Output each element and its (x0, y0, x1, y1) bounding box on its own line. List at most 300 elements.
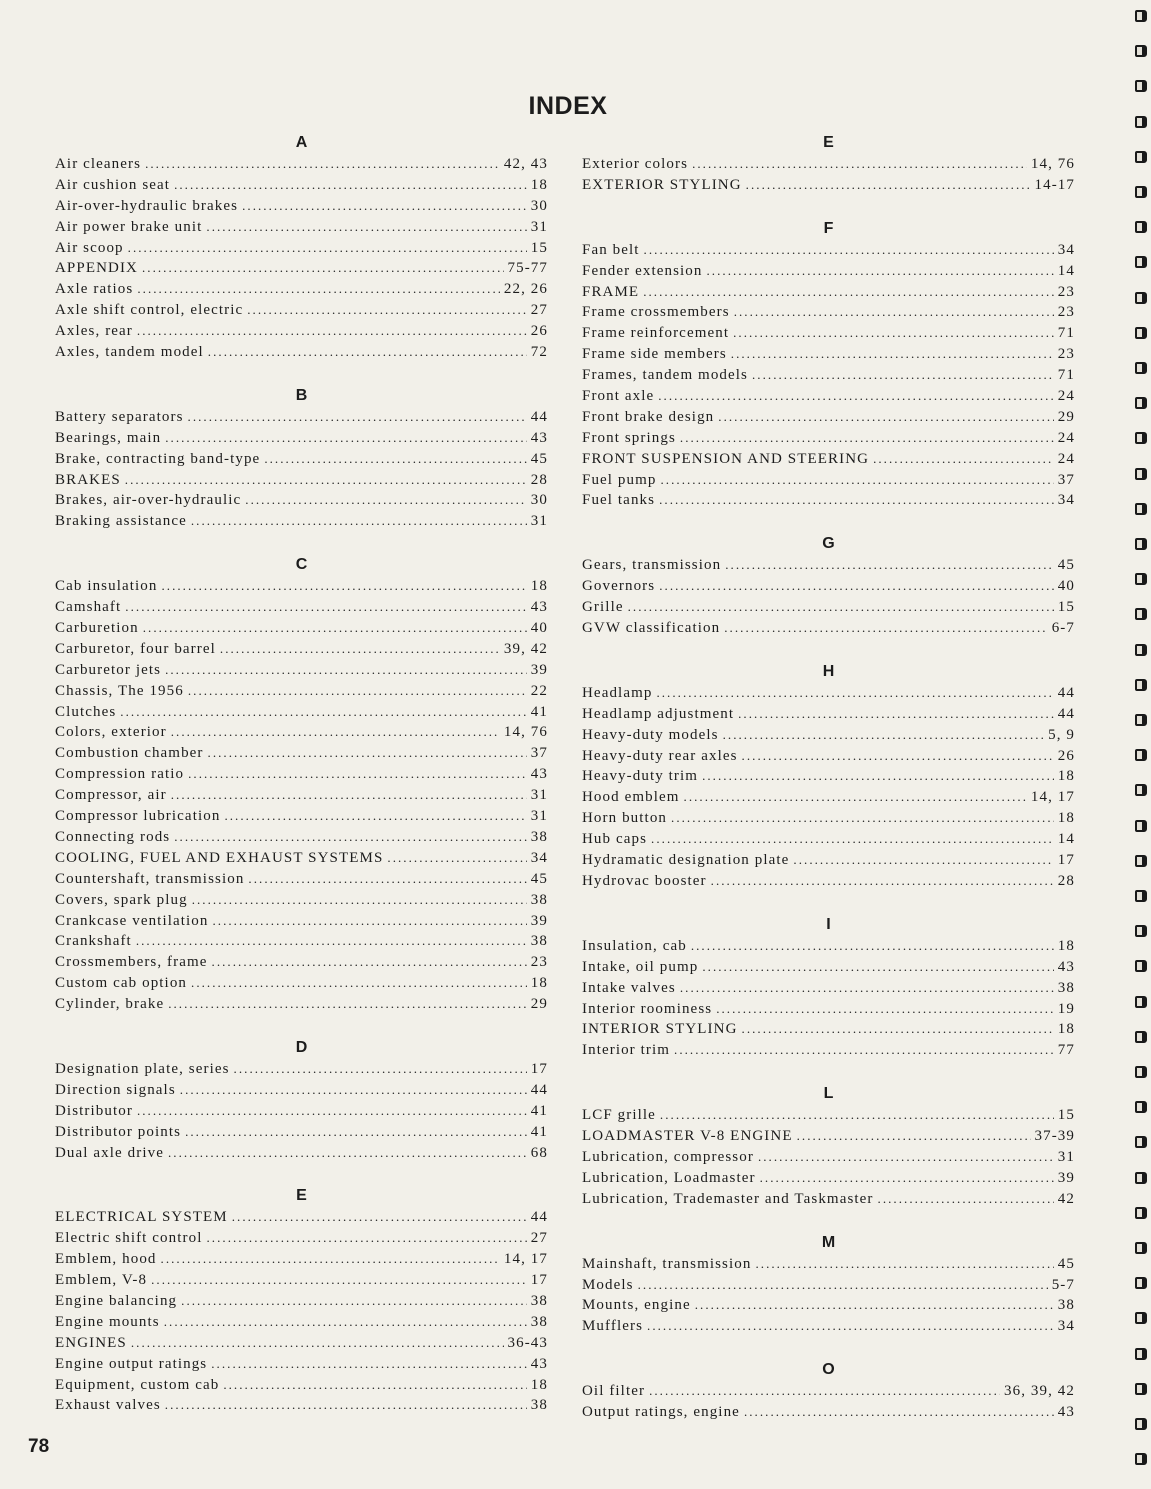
dot-leader (161, 1249, 500, 1270)
entry-term: Intake, oil pump (582, 958, 699, 975)
entry-pages: 38 (1057, 979, 1075, 996)
dot-leader (208, 342, 527, 363)
entry-term: Crossmembers, frame (55, 954, 208, 971)
section-letter: O (822, 1361, 835, 1379)
entry-pages: 43 (530, 766, 548, 783)
entry-pages: 41 (530, 1123, 548, 1140)
binding-ring (1135, 327, 1147, 339)
entry-pages: 44 (530, 1209, 548, 1226)
index-entry (582, 766, 1075, 787)
index-section (55, 130, 548, 363)
index-entry (582, 302, 1075, 323)
index-entry (582, 1189, 1075, 1210)
dot-leader (649, 1381, 1000, 1402)
entry-pages: 26 (1057, 747, 1075, 764)
entry-term: Hydramatic designation plate (582, 852, 790, 869)
index-entry (55, 576, 548, 597)
section-letter: B (295, 386, 308, 404)
entry-pages: 15 (1057, 599, 1075, 616)
entry-pages: 44 (530, 408, 548, 425)
index-entry (582, 936, 1075, 957)
dot-leader (746, 175, 1031, 196)
dot-leader (185, 1122, 527, 1143)
index-entry (582, 282, 1075, 303)
entry-pages: 30 (530, 197, 548, 214)
index-entry (582, 1316, 1075, 1337)
entry-term: Cab insulation (55, 578, 158, 595)
dot-leader (718, 407, 1054, 428)
dot-leader (661, 470, 1054, 491)
dot-leader (248, 869, 526, 890)
dot-leader (188, 681, 527, 702)
entry-term: ENGINES (55, 1334, 127, 1351)
entry-pages: 29 (1057, 408, 1075, 425)
entry-term: Axles, tandem model (55, 344, 204, 361)
entry-term: Grille (582, 599, 624, 616)
dot-leader (137, 321, 527, 342)
entry-term: Frames, tandem models (582, 367, 748, 384)
index-entry (582, 323, 1075, 344)
entry-term: Front springs (582, 429, 676, 446)
index-entry (582, 1126, 1075, 1147)
dot-leader (660, 1105, 1054, 1126)
dot-leader (695, 1295, 1054, 1316)
dot-leader (161, 576, 526, 597)
entry-pages: 43 (530, 1355, 548, 1372)
entry-pages: 34 (1057, 241, 1075, 258)
entry-term: Interior roominess (582, 1000, 713, 1017)
entry-pages: 19 (1057, 1000, 1075, 1017)
dot-leader (171, 785, 527, 806)
binding-ring (1135, 1277, 1147, 1289)
dot-leader (734, 302, 1054, 323)
entry-term: Lubrication, Loadmaster (582, 1169, 756, 1186)
entry-pages: 75-77 (507, 260, 548, 277)
entry-pages: 34 (530, 849, 548, 866)
entry-pages: 17 (1057, 852, 1075, 869)
dot-leader (674, 1040, 1054, 1061)
dot-leader (873, 449, 1054, 470)
entry-pages: 5-7 (1051, 1276, 1075, 1293)
index-entry (55, 175, 548, 196)
index-entry (55, 722, 548, 743)
index-entry (582, 470, 1075, 491)
index-section (582, 1230, 1075, 1338)
section-letter: H (822, 662, 835, 680)
entry-pages: 45 (1057, 1255, 1075, 1272)
index-entry (55, 1228, 548, 1249)
binding-ring (1135, 256, 1147, 268)
entry-term: Hood emblem (582, 789, 680, 806)
entry-pages: 17 (530, 1272, 548, 1289)
index-entry (582, 365, 1075, 386)
binding-ring (1135, 855, 1147, 867)
entry-term: Combustion chamber (55, 745, 204, 762)
section-letter: F (823, 219, 834, 237)
index-entry (55, 154, 548, 175)
entry-pages: 38 (530, 1292, 548, 1309)
entry-pages: 28 (530, 471, 548, 488)
entry-term: Distributor (55, 1102, 133, 1119)
index-section (55, 552, 548, 1015)
index-entry (55, 428, 548, 449)
entry-pages: 18 (530, 578, 548, 595)
section-letter: G (822, 535, 835, 553)
index-entry (55, 743, 548, 764)
index-section (582, 216, 1075, 512)
entry-term: Crankshaft (55, 933, 132, 950)
entry-term: Covers, spark plug (55, 891, 188, 908)
entry-term: Axles, rear (55, 323, 133, 340)
index-entry (582, 1295, 1075, 1316)
entry-term: Carburetor jets (55, 661, 162, 678)
index-entry (55, 1101, 548, 1122)
binding-ring (1135, 960, 1147, 972)
dot-leader (188, 407, 527, 428)
index-entry (55, 449, 548, 470)
section-letter: C (295, 556, 308, 574)
entry-pages: 23 (1057, 346, 1075, 363)
dot-leader (724, 618, 1047, 639)
index-entry (582, 725, 1075, 746)
entry-pages: 24 (1057, 450, 1075, 467)
binding-ring (1135, 1101, 1147, 1113)
dot-leader (128, 238, 527, 259)
dot-leader (716, 999, 1054, 1020)
dot-leader (120, 702, 527, 723)
index-entry (582, 490, 1075, 511)
binding-ring (1135, 397, 1147, 409)
dot-leader (651, 829, 1054, 850)
dot-leader (168, 1143, 527, 1164)
dot-leader (131, 1333, 504, 1354)
entry-term: COOLING, FUEL AND EXHAUST SYSTEMS (55, 849, 384, 866)
entry-term: Carburetor, four barrel (55, 640, 216, 657)
index-entry (55, 702, 548, 723)
index-entry (55, 238, 548, 259)
entry-term: Distributor points (55, 1123, 182, 1140)
entry-pages: 41 (530, 1102, 548, 1119)
entry-pages: 18 (530, 975, 548, 992)
index-entry (582, 808, 1075, 829)
entry-pages: 77 (1057, 1042, 1075, 1059)
entry-pages: 43 (530, 599, 548, 616)
entry-term: LCF grille (582, 1107, 656, 1124)
entry-pages: 37 (530, 745, 548, 762)
dot-leader (659, 490, 1054, 511)
entry-term: Heavy-duty models (582, 726, 719, 743)
entry-pages: 14 (1057, 262, 1075, 279)
dot-leader (744, 1402, 1054, 1423)
dot-leader (211, 1354, 527, 1375)
binding-ring (1135, 1242, 1147, 1254)
index-entry (582, 829, 1075, 850)
dot-leader (125, 470, 527, 491)
entry-term: FRAME (582, 283, 640, 300)
section-letter: M (821, 1233, 836, 1251)
entry-pages: 43 (1057, 958, 1075, 975)
dot-leader (164, 1312, 527, 1333)
dot-leader (145, 154, 500, 175)
binding-ring (1135, 1453, 1147, 1465)
entry-pages: 45 (530, 870, 548, 887)
dot-leader (137, 1101, 527, 1122)
dot-leader (644, 240, 1054, 261)
entry-term: Compressor lubrication (55, 808, 221, 825)
index-entry (55, 1143, 548, 1164)
dot-leader (628, 597, 1054, 618)
entry-term: Front axle (582, 388, 655, 405)
entry-pages: 40 (530, 620, 548, 637)
entry-pages: 39 (1057, 1169, 1075, 1186)
index-entry (55, 848, 548, 869)
dot-leader (168, 994, 527, 1015)
binding-ring (1135, 221, 1147, 233)
entry-term: Dual axle drive (55, 1144, 164, 1161)
dot-leader (659, 576, 1054, 597)
index-entry (55, 196, 548, 217)
index-entry (582, 999, 1075, 1020)
index-entry (55, 618, 548, 639)
binding-ring (1135, 432, 1147, 444)
dot-leader (208, 743, 527, 764)
entry-pages: 14-17 (1034, 176, 1075, 193)
entry-pages: 18 (1057, 810, 1075, 827)
dot-leader (797, 1126, 1031, 1147)
index-entry (582, 978, 1075, 999)
entry-term: APPENDIX (55, 260, 138, 277)
index-entry (55, 890, 548, 911)
index-entry (55, 1312, 548, 1333)
entry-term: Headlamp adjustment (582, 705, 735, 722)
entry-term: Brake, contracting band-type (55, 450, 261, 467)
binding-ring (1135, 925, 1147, 937)
section-letter: D (295, 1038, 308, 1056)
index-entry (55, 952, 548, 973)
dot-leader (180, 1080, 527, 1101)
entry-term: Fuel tanks (582, 492, 656, 509)
dot-leader (733, 323, 1054, 344)
dot-leader (165, 660, 527, 681)
binding-ring (1135, 679, 1147, 691)
entry-term: FRONT SUSPENSION AND STEERING (582, 450, 870, 467)
index-entry (582, 175, 1075, 196)
entry-term: Frame side members (582, 346, 727, 363)
entry-pages: 31 (1057, 1148, 1075, 1165)
index-entry (55, 300, 548, 321)
dot-leader (234, 1059, 527, 1080)
entry-term: Heavy-duty rear axles (582, 747, 738, 764)
dot-leader (680, 978, 1054, 999)
entry-term: Horn button (582, 810, 668, 827)
dot-leader (232, 1207, 527, 1228)
entry-term: Output ratings, engine (582, 1404, 740, 1421)
dot-leader (738, 704, 1054, 725)
index-entry (55, 639, 548, 660)
index-entry (55, 785, 548, 806)
dot-leader (658, 386, 1054, 407)
index-entry (55, 407, 548, 428)
binding-ring (1135, 80, 1147, 92)
index-entry (582, 428, 1075, 449)
binding-ring (1135, 503, 1147, 515)
binding-ring (1135, 1172, 1147, 1184)
entry-term: Engine balancing (55, 1292, 178, 1309)
entry-pages: 27 (530, 302, 548, 319)
index-entry (582, 576, 1075, 597)
dot-leader (793, 850, 1053, 871)
entry-pages: 28 (1057, 872, 1075, 889)
index-entry (55, 1270, 548, 1291)
dot-leader (742, 1019, 1054, 1040)
index-entry (55, 597, 548, 618)
entry-term: Mainshaft, transmission (582, 1255, 752, 1272)
index-entry (55, 1375, 548, 1396)
entry-term: Designation plate, series (55, 1060, 230, 1077)
dot-leader (136, 931, 527, 952)
entry-pages: 23 (530, 954, 548, 971)
binding-ring (1135, 749, 1147, 761)
dot-leader (691, 936, 1054, 957)
dot-leader (723, 725, 1045, 746)
binding-ring (1135, 1207, 1147, 1219)
index-entry (582, 850, 1075, 871)
binding-ring (1135, 10, 1147, 22)
entry-term: Mounts, engine (582, 1297, 691, 1314)
dot-leader (731, 344, 1054, 365)
entry-pages: 37 (1057, 471, 1075, 488)
entry-pages: 38 (530, 1397, 548, 1414)
index-entry (582, 1254, 1075, 1275)
entry-pages: 5, 9 (1048, 726, 1075, 743)
index-entry (55, 1059, 548, 1080)
entry-term: GVW classification (582, 620, 721, 637)
entry-pages: 31 (530, 787, 548, 804)
entry-term: Frame crossmembers (582, 304, 730, 321)
dot-leader (212, 952, 527, 973)
entry-term: Camshaft (55, 599, 122, 616)
index-entry (55, 806, 548, 827)
index-entry (582, 1402, 1075, 1423)
entry-term: Axle shift control, electric (55, 302, 244, 319)
binding-ring (1135, 116, 1147, 128)
entry-term: Countershaft, transmission (55, 870, 245, 887)
entry-pages: 27 (530, 1230, 548, 1247)
entry-term: Lubrication, compressor (582, 1148, 754, 1165)
entry-pages: 36-43 (507, 1334, 548, 1351)
index-entry (582, 1147, 1075, 1168)
dot-leader (671, 808, 1054, 829)
index-entry (55, 681, 548, 702)
index-entry (55, 764, 548, 785)
dot-leader (647, 1316, 1054, 1337)
index-entry (582, 1168, 1075, 1189)
index-entry (55, 342, 548, 363)
dot-leader (752, 365, 1054, 386)
entry-term: Equipment, custom cab (55, 1376, 220, 1393)
index-entry (582, 386, 1075, 407)
index-entry (55, 470, 548, 491)
entry-term: Colors, exterior (55, 724, 167, 741)
dot-leader (125, 597, 527, 618)
entry-term: BRAKES (55, 471, 121, 488)
index-entry (582, 1105, 1075, 1126)
dot-leader (684, 787, 1027, 808)
entry-term: Bearings, main (55, 429, 162, 446)
dot-leader (711, 871, 1054, 892)
entry-term: Air scoop (55, 239, 124, 256)
entry-pages: 44 (1057, 705, 1075, 722)
entry-pages: 24 (1057, 388, 1075, 405)
entry-pages: 18 (1057, 768, 1075, 785)
dot-leader (192, 890, 527, 911)
entry-pages: 45 (1057, 557, 1075, 574)
entry-pages: 24 (1057, 429, 1075, 446)
dot-leader (643, 282, 1054, 303)
section-letter: E (296, 1187, 307, 1205)
dot-leader (387, 848, 526, 869)
entry-term: Fender extension (582, 262, 703, 279)
entry-pages: 22 (530, 682, 548, 699)
entry-term: Carburetion (55, 620, 139, 637)
index-section (55, 1035, 548, 1163)
entry-pages: 38 (530, 933, 548, 950)
entry-term: Brakes, air-over-hydraulic (55, 492, 242, 509)
entry-pages: 23 (1057, 304, 1075, 321)
dot-leader (758, 1147, 1054, 1168)
entry-term: Emblem, hood (55, 1251, 157, 1268)
index-entry (582, 1275, 1075, 1296)
entry-term: ELECTRICAL SYSTEM (55, 1209, 228, 1226)
section-letter: A (295, 134, 308, 151)
index-section (582, 1081, 1075, 1209)
section-letter: L (823, 1085, 834, 1103)
dot-leader (702, 957, 1053, 978)
entry-pages: 31 (530, 218, 548, 235)
entry-pages: 43 (1057, 1404, 1075, 1421)
binding-ring (1135, 784, 1147, 796)
index-entry (55, 1291, 548, 1312)
entry-pages: 31 (530, 513, 548, 530)
entry-pages: 39 (530, 661, 548, 678)
dot-leader (760, 1168, 1054, 1189)
entry-term: Emblem, V-8 (55, 1272, 148, 1289)
binding-ring (1135, 468, 1147, 480)
entry-pages: 41 (530, 703, 548, 720)
page-title: INDEX (528, 92, 608, 120)
entry-term: Clutches (55, 703, 117, 720)
entry-pages: 14, 76 (1030, 156, 1075, 172)
entry-term: Custom cab option (55, 975, 188, 992)
entry-term: Hub caps (582, 831, 648, 848)
dot-leader (143, 618, 527, 639)
dot-leader (206, 217, 526, 238)
dot-leader (242, 196, 527, 217)
index-entry (55, 973, 548, 994)
entry-term: Air cleaners (55, 156, 142, 172)
entry-pages: 37-39 (1034, 1128, 1075, 1145)
entry-term: Models (582, 1276, 634, 1293)
entry-pages: 18 (530, 1376, 548, 1393)
entry-pages: 43 (530, 429, 548, 446)
index-entry (582, 957, 1075, 978)
entry-term: Heavy-duty trim (582, 768, 699, 785)
index-entry (55, 911, 548, 932)
entry-pages: 36, 39, 42 (1004, 1383, 1075, 1400)
index-entry (582, 344, 1075, 365)
entry-pages: 14 (1057, 831, 1075, 848)
index-entry (582, 746, 1075, 767)
